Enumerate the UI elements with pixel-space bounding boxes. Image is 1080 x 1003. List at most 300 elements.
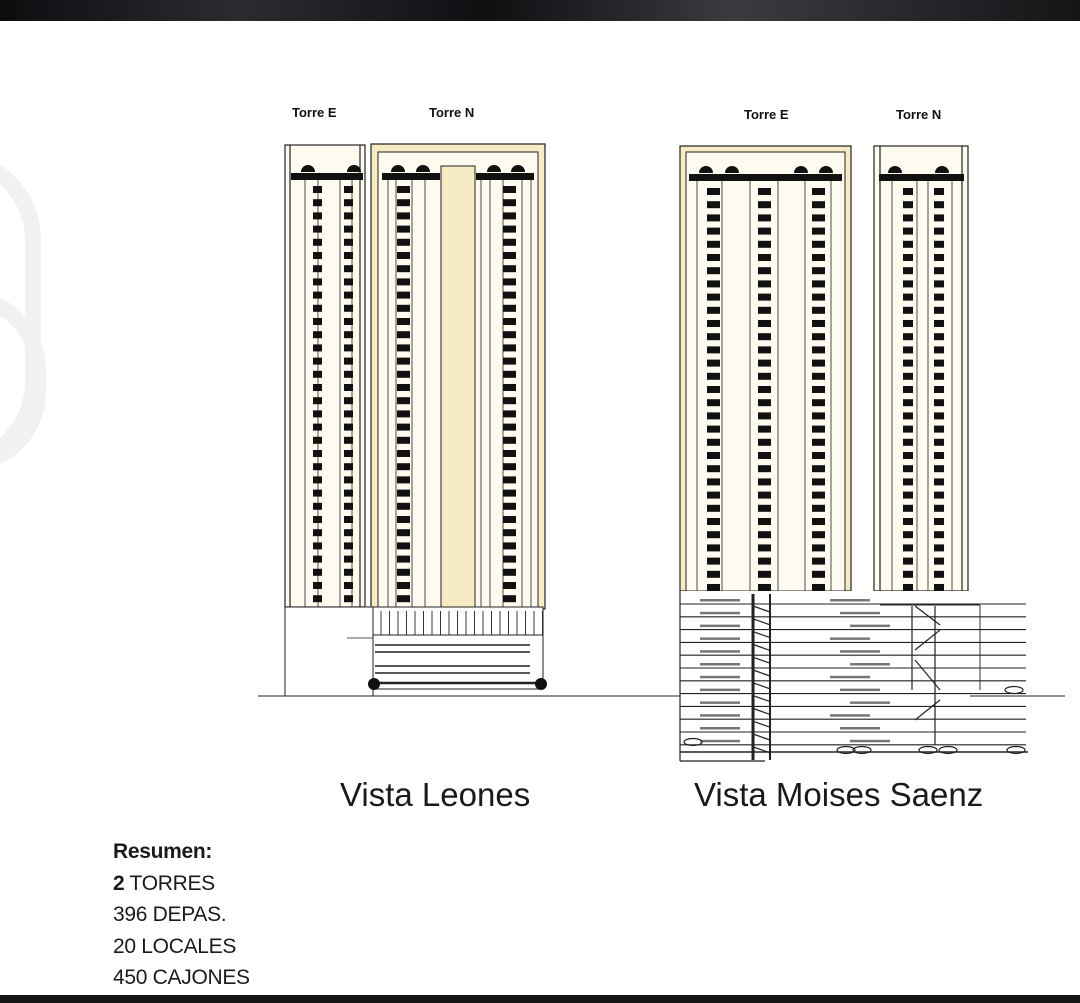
left-torre-n-window — [503, 292, 516, 299]
left-torre-e-window — [313, 265, 322, 272]
right-torre-e-window — [812, 426, 825, 433]
left-torre-n-roof-band-a — [382, 173, 440, 180]
summary-block — [113, 836, 250, 994]
right-podium-slab-label — [850, 740, 890, 743]
left-torre-n-window — [397, 252, 410, 259]
left-torre-e-window — [313, 344, 322, 351]
right-torre-e-window — [758, 307, 771, 314]
left-torre-n-window — [503, 239, 516, 246]
right-torre-e-window — [707, 188, 720, 195]
right-torre-n-window — [903, 307, 913, 314]
right-torre-n-window — [903, 465, 913, 472]
right-torre-e-window — [707, 228, 720, 235]
right-torre-e-window — [812, 386, 825, 393]
right-torre-e-window — [707, 307, 720, 314]
right-podium-slab-label — [850, 663, 890, 666]
right-torre-e-window — [707, 201, 720, 208]
left-podium-parking — [373, 635, 543, 689]
right-torre-n-window — [934, 241, 944, 248]
left-torre-e-window — [344, 476, 353, 483]
right-torre-n-window — [903, 426, 913, 433]
left-torre-e-window — [313, 292, 322, 299]
right-podium-slab-label — [830, 676, 870, 679]
left-torre-n-window — [397, 384, 410, 391]
left-torre-e-window — [313, 437, 322, 444]
right-torre-e-window — [812, 544, 825, 551]
left-torre-n-window — [397, 344, 410, 351]
right-torre-e-window — [812, 333, 825, 340]
left-torre-n-window — [397, 516, 410, 523]
right-torre-n-window — [934, 412, 944, 419]
left-torre-e-window — [313, 239, 322, 246]
right-torre-e-window — [758, 544, 771, 551]
left-torre-n-window — [397, 463, 410, 470]
right-torre-n-window — [903, 571, 913, 578]
right-podium-slab-label — [830, 714, 870, 717]
left-torre-e-window — [344, 529, 353, 536]
right-torre-e-window — [812, 492, 825, 499]
right-torre-n-window — [903, 228, 913, 235]
summary-locales: 20 LOCALES — [113, 934, 237, 958]
left-torre-e-window — [313, 199, 322, 206]
right-podium-slab-label — [700, 663, 740, 666]
left-torre-e-window — [313, 371, 322, 378]
left-torre-n-window — [503, 344, 516, 351]
right-torre-e-window — [812, 188, 825, 195]
left-torre-n-window — [503, 186, 516, 193]
left-torre-e-window — [344, 463, 353, 470]
right-torre-n-window — [934, 188, 944, 195]
right-torre-e-window — [812, 307, 825, 314]
right-torre-e-window — [758, 294, 771, 301]
left-torre-e-window — [344, 292, 353, 299]
right-torre-e-window — [707, 544, 720, 551]
left-torre-e-window — [344, 410, 353, 417]
right-torre-e-window — [707, 439, 720, 446]
left-torre-n-window — [397, 542, 410, 549]
right-podium-slab-label — [700, 599, 740, 602]
left-torre-e-window — [344, 595, 353, 602]
right-torre-n-window — [903, 531, 913, 538]
right-torre-e-window — [758, 584, 771, 591]
right-torre-e-window — [758, 439, 771, 446]
left-torre-n-window — [397, 226, 410, 233]
right-podium-slab-label — [840, 650, 880, 653]
right-torre-n-window — [903, 294, 913, 301]
left-torre-n-window — [397, 265, 410, 272]
left-torre-n-window — [397, 490, 410, 497]
left-torre-e-window — [313, 556, 322, 563]
right-torre-n-window — [934, 571, 944, 578]
right-torre-n-window — [903, 558, 913, 565]
right-torre-n-window — [934, 386, 944, 393]
right-torre-e-window — [812, 214, 825, 221]
right-torre-e-window — [812, 531, 825, 538]
right-torre-e-window — [707, 373, 720, 380]
right-torre-n-window — [903, 188, 913, 195]
right-torre-e-window — [758, 412, 771, 419]
left-torre-n-window — [503, 318, 516, 325]
right-torre-n-window — [903, 201, 913, 208]
left-torre-e-window — [344, 331, 353, 338]
left-torre-n-window — [397, 476, 410, 483]
right-torre-n-window — [934, 426, 944, 433]
right-torre-n-window — [934, 294, 944, 301]
summary-units: 396 DEPAS. — [113, 903, 227, 926]
left-torre-e-window — [344, 397, 353, 404]
right-torre-e-window — [812, 505, 825, 512]
right-torre-e-window — [758, 360, 771, 367]
left-torre-n-window — [503, 595, 516, 602]
right-podium-slab-label — [700, 740, 740, 743]
left-torre-e-window — [344, 582, 353, 589]
right-torre-e-window — [707, 571, 720, 578]
right-torre-e-window — [707, 346, 720, 353]
left-podium-column-base — [368, 678, 380, 690]
right-torre-e-window — [707, 294, 720, 301]
right-podium-slab-label — [700, 701, 740, 704]
left-torre-n-window — [503, 397, 516, 404]
right-torre-n-window — [903, 254, 913, 261]
left-torre-e-label: Torre E — [292, 105, 337, 120]
left-torre-e-window — [344, 450, 353, 457]
left-torre-e-window — [313, 476, 322, 483]
left-torre-n-window — [397, 595, 410, 602]
left-torre-n-window — [503, 252, 516, 259]
right-torre-e-window — [812, 584, 825, 591]
right-torre-e-window — [758, 241, 771, 248]
left-torre-n-window — [397, 318, 410, 325]
left-torre-n-window — [397, 582, 410, 589]
right-podium-slab-label — [700, 612, 740, 615]
left-torre-e-window — [313, 410, 322, 417]
left-torre-e-window — [344, 199, 353, 206]
right-torre-e-window — [812, 346, 825, 353]
right-torre-n-window — [903, 492, 913, 499]
left-torre-n-window — [503, 503, 516, 510]
left-torre-e-window — [313, 212, 322, 219]
summary-heading: Resumen: — [113, 840, 213, 863]
left-torre-n-window — [397, 437, 410, 444]
right-torre-e-window — [707, 399, 720, 406]
right-torre-e-window — [707, 426, 720, 433]
left-torre-e-window — [344, 384, 353, 391]
right-podium-slab-label — [700, 637, 740, 640]
left-torre-e-window — [344, 252, 353, 259]
left-torre-e-window — [344, 424, 353, 431]
left-torre-n-window — [503, 516, 516, 523]
right-torre-e-window — [758, 228, 771, 235]
left-torre-e-window — [313, 305, 322, 312]
right-torre-e-window — [812, 241, 825, 248]
left-torre-e-window — [313, 226, 322, 233]
right-torre-e-window — [707, 360, 720, 367]
left-torre-n-window — [503, 410, 516, 417]
right-torre-n-window — [903, 333, 913, 340]
right-podium-slab-label — [840, 727, 880, 730]
vista-leones-title: Vista Leones — [340, 776, 531, 813]
left-torre-n-window — [503, 358, 516, 365]
right-torre-e-window — [758, 399, 771, 406]
right-podium-slab-label — [850, 625, 890, 628]
right-torre-n-window — [934, 439, 944, 446]
right-torre-e-window — [758, 333, 771, 340]
left-torre-n-window — [397, 410, 410, 417]
right-torre-e-window — [812, 280, 825, 287]
right-torre-n-window — [903, 373, 913, 380]
bottom-dark-strip — [0, 995, 1080, 1003]
right-torre-n-window — [903, 267, 913, 274]
right-torre-n-window — [934, 346, 944, 353]
right-torre-n-window — [903, 320, 913, 327]
left-torre-e-window — [344, 278, 353, 285]
right-torre-e-window — [758, 214, 771, 221]
right-torre-n-window — [934, 505, 944, 512]
left-torre-n-window — [397, 239, 410, 246]
left-torre-e-window — [313, 542, 322, 549]
right-torre-n-window — [934, 399, 944, 406]
left-torre-n-window — [503, 278, 516, 285]
right-torre-e-window — [812, 254, 825, 261]
left-torre-n-window — [397, 212, 410, 219]
left-torre-e-window — [313, 424, 322, 431]
left-torre-e-window — [313, 252, 322, 259]
left-torre-e-window — [344, 371, 353, 378]
right-torre-e-window — [758, 518, 771, 525]
left-torre-n-window — [397, 503, 410, 510]
right-torre-e-window — [707, 584, 720, 591]
right-torre-n-window — [934, 558, 944, 565]
right-torre-n-window — [934, 373, 944, 380]
right-torre-n-window — [903, 360, 913, 367]
left-torre-n-window — [397, 278, 410, 285]
right-torre-e-window — [707, 280, 720, 287]
right-torre-n-window — [903, 214, 913, 221]
left-torre-n-window — [503, 450, 516, 457]
left-torre-e-window — [313, 397, 322, 404]
right-podium-slab-label — [850, 701, 890, 704]
summary-towers — [113, 868, 250, 900]
right-torre-e-window — [707, 558, 720, 565]
left-torre-e-window — [344, 437, 353, 444]
right-podium-slab-label — [830, 637, 870, 640]
left-torre-e-window — [344, 542, 353, 549]
left-torre-n-window — [397, 186, 410, 193]
right-torre-e-window — [758, 386, 771, 393]
right-torre-e-window — [812, 228, 825, 235]
left-torre-n-window — [503, 226, 516, 233]
summary-towers-word: TORRES — [129, 871, 215, 895]
right-torre-e-window — [758, 346, 771, 353]
right-torre-e-window — [758, 492, 771, 499]
left-torre-n-window — [397, 331, 410, 338]
right-podium-slab-label — [700, 714, 740, 717]
left-torre-n-window — [503, 569, 516, 576]
right-torre-n-window — [934, 307, 944, 314]
right-torre-n-window — [903, 518, 913, 525]
right-torre-e-window — [758, 571, 771, 578]
right-podium-slab-label — [840, 689, 880, 692]
right-torre-n-window — [934, 333, 944, 340]
left-torre-n-window — [397, 199, 410, 206]
right-torre-e-window — [707, 465, 720, 472]
left-torre-e-window — [344, 318, 353, 325]
right-torre-n-window — [934, 267, 944, 274]
left-torre-n-window — [503, 265, 516, 272]
right-torre-e-window — [758, 426, 771, 433]
right-torre-e-roof-band — [689, 174, 842, 181]
left-torre-e-window — [344, 265, 353, 272]
right-torre-n-window — [903, 386, 913, 393]
right-torre-e-window — [758, 452, 771, 459]
right-torre-n-window — [903, 412, 913, 419]
left-torre-e-window — [344, 186, 353, 193]
right-torre-e-window — [707, 267, 720, 274]
left-torre-n-window — [503, 199, 516, 206]
left-torre-e-window — [313, 278, 322, 285]
left-torre-e-window — [313, 186, 322, 193]
right-torre-n-roof-band — [879, 174, 964, 181]
left-torre-e-window — [344, 490, 353, 497]
right-torre-n-window — [934, 280, 944, 287]
towers-layer — [258, 144, 1065, 761]
left-podium-grid — [373, 607, 543, 635]
right-podium-slab-label — [830, 599, 870, 602]
left-torre-n-window — [397, 569, 410, 576]
left-torre-e-window — [344, 305, 353, 312]
left-torre-e-window — [344, 226, 353, 233]
right-torre-e-window — [812, 373, 825, 380]
right-torre-e-window — [812, 320, 825, 327]
left-torre-n-window — [397, 305, 410, 312]
left-torre-n-window — [503, 371, 516, 378]
right-torre-n-window — [903, 439, 913, 446]
left-torre-e-window — [313, 318, 322, 325]
left-torre-n-window — [397, 292, 410, 299]
right-torre-n-window — [934, 452, 944, 459]
right-torre-e-window — [812, 558, 825, 565]
right-torre-e-window — [758, 478, 771, 485]
right-torre-n-window — [934, 465, 944, 472]
right-torre-n-window — [903, 280, 913, 287]
right-torre-e-window — [812, 267, 825, 274]
right-torre-n-window — [934, 320, 944, 327]
right-torre-n-window — [903, 452, 913, 459]
left-torre-e-window — [313, 463, 322, 470]
left-torre-n-window — [503, 556, 516, 563]
right-torre-n-window — [903, 346, 913, 353]
right-torre-e-window — [707, 254, 720, 261]
left-torre-e-roof-band — [291, 173, 363, 180]
right-torre-e-window — [812, 294, 825, 301]
right-torre-e-window — [812, 412, 825, 419]
right-torre-e-window — [812, 439, 825, 446]
left-torre-e-window — [344, 569, 353, 576]
left-torre-n-window — [397, 556, 410, 563]
left-torre-e-window — [313, 358, 322, 365]
left-torre-n-window — [503, 582, 516, 589]
left-podium-column-base — [535, 678, 547, 690]
left-torre-e-window — [313, 450, 322, 457]
left-torre-e-window — [344, 503, 353, 510]
right-torre-n-window — [934, 531, 944, 538]
left-torre-e-window — [313, 503, 322, 510]
left-torre-e-window — [313, 569, 322, 576]
left-torre-e-window — [313, 582, 322, 589]
right-podium-slab-label — [700, 676, 740, 679]
right-podium-slab-label — [840, 612, 880, 615]
left-torre-n-window — [503, 424, 516, 431]
right-torre-n-window — [934, 360, 944, 367]
right-torre-e-label: Torre E — [744, 107, 789, 122]
right-torre-e-window — [758, 558, 771, 565]
left-torre-e-window — [313, 529, 322, 536]
left-torre-e-window — [344, 556, 353, 563]
left-torre-n-window — [397, 450, 410, 457]
right-podium-car — [1005, 687, 1023, 694]
right-podium-slab-label — [700, 689, 740, 692]
left-torre-n-window — [503, 305, 516, 312]
right-torre-n-window — [903, 241, 913, 248]
right-torre-e-window — [758, 505, 771, 512]
left-torre-n-window — [503, 331, 516, 338]
left-torre-e-window — [313, 516, 322, 523]
left-podium-block — [285, 607, 373, 696]
right-torre-e-window — [707, 531, 720, 538]
right-torre-e-window — [758, 280, 771, 287]
right-torre-n-window — [934, 584, 944, 591]
left-torre-n-core — [441, 166, 475, 607]
left-torre-n-window — [503, 437, 516, 444]
right-podium-slab-label — [700, 650, 740, 653]
right-torre-n-window — [903, 478, 913, 485]
left-torre-n-window — [503, 490, 516, 497]
left-torre-e-window — [344, 239, 353, 246]
right-torre-e-window — [707, 452, 720, 459]
right-torre-n-window — [903, 399, 913, 406]
right-torre-e-window — [707, 518, 720, 525]
right-torre-n-window — [934, 201, 944, 208]
left-torre-e-window — [344, 516, 353, 523]
right-torre-e-window — [758, 267, 771, 274]
right-torre-n-window — [934, 492, 944, 499]
right-torre-e-window — [707, 386, 720, 393]
left-torre-n-window — [503, 212, 516, 219]
right-torre-n-window — [934, 518, 944, 525]
vista-moises-saenz-title: Vista Moises Saenz — [694, 776, 984, 813]
left-torre-n-window — [503, 542, 516, 549]
right-torre-e-window — [707, 320, 720, 327]
left-torre-e-window — [313, 331, 322, 338]
right-torre-n-window — [934, 478, 944, 485]
left-torre-e-window — [344, 212, 353, 219]
right-podium-slab-label — [700, 727, 740, 730]
right-torre-e-window — [812, 360, 825, 367]
left-torre-n-window — [503, 384, 516, 391]
right-torre-e-window — [812, 399, 825, 406]
right-torre-n-window — [903, 544, 913, 551]
right-torre-n-label: Torre N — [896, 107, 942, 122]
right-torre-e-window — [758, 254, 771, 261]
right-podium-slab-label — [700, 625, 740, 628]
summary-parking: 450 CAJONES — [113, 966, 250, 989]
right-torre-e-window — [812, 478, 825, 485]
right-torre-e-window — [758, 465, 771, 472]
left-torre-n-window — [503, 529, 516, 536]
right-torre-e-window — [758, 531, 771, 538]
right-torre-e-window — [707, 412, 720, 419]
right-torre-n-window — [934, 254, 944, 261]
